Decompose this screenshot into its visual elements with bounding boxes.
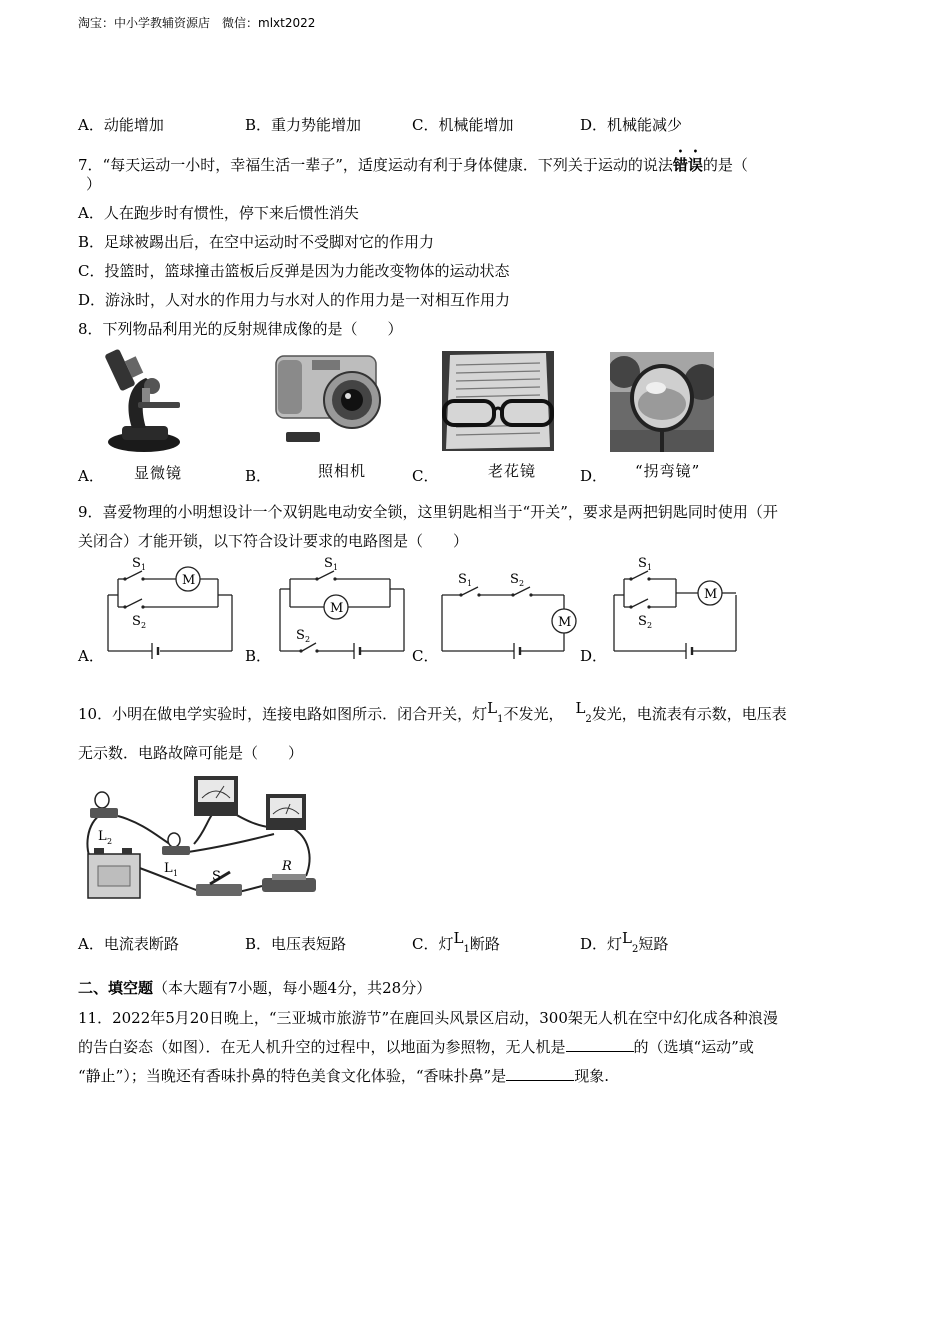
q9-letter-a: A． bbox=[78, 647, 104, 665]
convex-mirror-image bbox=[610, 352, 714, 452]
q10-option-c-post: 断路 bbox=[469, 935, 500, 953]
switch-s-label: S bbox=[212, 869, 221, 884]
circuit-diagram-c bbox=[436, 565, 586, 665]
reading-glasses-image bbox=[442, 351, 554, 451]
q7-stem-line2: ） bbox=[86, 175, 102, 193]
q11-line3-a: “静止”）；当晚还有香味扑鼻的特色美食文化体验，“香味扑鼻”是 bbox=[78, 1067, 507, 1085]
q11-line3 bbox=[78, 1066, 609, 1086]
q10-option-a: A．电流表断路 bbox=[78, 935, 179, 953]
section-2-heading bbox=[78, 978, 431, 998]
q7-option-d: D．游泳时，人对水的作用力与水对人的作用力是一对相互作用力 bbox=[78, 291, 511, 309]
microscope-image bbox=[102, 344, 184, 456]
circuit-diagram-b bbox=[272, 555, 412, 665]
lamp-l1-symbol: L bbox=[453, 929, 464, 947]
q8-caption-d: “拐弯镜” bbox=[635, 462, 701, 480]
q11-line2-b: 的（选填“运动”或 bbox=[633, 1038, 754, 1056]
switch-s2-label: S bbox=[510, 572, 519, 587]
switch-s2-subscript: 2 bbox=[519, 579, 525, 588]
q9-stem-line1: 9．喜爱物理的小明想设计一个双钥匙电动安全锁，这里钥匙相当于“开关”，要求是两把钥匙同时使用（开 bbox=[78, 503, 778, 521]
q7-option-c: C．投篮时，篮球撞击篮板后反弹是因为力能改变物体的运动状态 bbox=[78, 262, 510, 280]
q7-stem-part1: 7．“每天运动一小时，幸福生活一辈子”，适度运动有利于身体健康．下列关于运动的说法 bbox=[78, 156, 673, 174]
switch-s1-label: S bbox=[324, 556, 333, 571]
switch-s1-label: S bbox=[638, 556, 647, 571]
page-header: 淘宝：中小学教辅资源店 微信：mlxt2022 bbox=[78, 16, 316, 30]
q8-letter-c: C． bbox=[412, 467, 439, 485]
lamp-l1-subscript: 1 bbox=[463, 944, 470, 955]
q10-circuit-photo bbox=[78, 766, 324, 908]
q8-letter-d: D． bbox=[580, 467, 608, 485]
q11-line1: 11．2022年5月20日晚上，“三亚城市旅游节”在鹿回头风景区启动，300架无人机在空中幻化成各种浪漫 bbox=[78, 1009, 778, 1027]
q9-stem-line2: 关闭合）才能开锁，以下符合设计要求的电路图是（ ） bbox=[78, 532, 469, 550]
q6-option-b: B．重力势能增加 bbox=[245, 116, 362, 134]
q7-stem-part2: 的是（ bbox=[702, 156, 748, 174]
motor-label: M bbox=[558, 615, 572, 630]
section-2-note: （本大题有7小题，每小题4分，共28分） bbox=[153, 979, 432, 997]
circuit-diagram-a bbox=[100, 555, 240, 665]
q8-caption-c: 老花镜 bbox=[488, 462, 537, 480]
lamp-l1-label: L bbox=[164, 861, 173, 876]
answer-blank-2[interactable] bbox=[506, 1066, 574, 1081]
resistor-r-label: R bbox=[282, 859, 292, 874]
lamp-l2-label-subscript: 2 bbox=[107, 837, 113, 846]
q10-option-d-post: 短路 bbox=[638, 935, 669, 953]
lamp-l1-label-subscript: 1 bbox=[173, 869, 179, 878]
q10-option-d-pre: D．灯 bbox=[580, 935, 623, 953]
lamp-l1-symbol: L bbox=[487, 699, 498, 717]
q7-stem-emphasis: 错误 bbox=[672, 156, 703, 174]
lamp-l2-symbol: L bbox=[622, 929, 632, 947]
q10-stem-a: 10．小明在做电学实验时，连接电路如图所示．闭合开关，灯 bbox=[78, 705, 488, 723]
q7-option-a: A．人在跑步时有惯性，停下来后惯性消失 bbox=[78, 204, 359, 222]
q10-option-c-pre: C．灯 bbox=[412, 935, 454, 953]
section-2-title: 二、填空题 bbox=[78, 979, 154, 997]
q10-option-b: B．电压表短路 bbox=[245, 935, 347, 953]
switch-s2-label: S bbox=[638, 614, 647, 629]
switch-s1-subscript: 1 bbox=[141, 563, 147, 572]
q8-caption-b: 照相机 bbox=[318, 462, 367, 480]
switch-s1-label: S bbox=[132, 556, 141, 571]
motor-label: M bbox=[330, 601, 344, 616]
q7-stem bbox=[78, 146, 748, 175]
motor-label: M bbox=[182, 573, 196, 588]
switch-s2-subscript: 2 bbox=[141, 621, 147, 630]
motor-label: M bbox=[704, 587, 718, 602]
q11-line3-b: 现象. bbox=[574, 1067, 609, 1085]
lamp-l2-symbol: L bbox=[575, 699, 586, 717]
switch-s2-subscript: 2 bbox=[305, 635, 311, 644]
q7-option-b: B．足球被踢出后，在空中运动时不受脚对它的作用力 bbox=[78, 233, 435, 251]
q8-stem: 8．下列物品利用光的反射规律成像的是（ ） bbox=[78, 320, 403, 338]
q9-letter-c: C． bbox=[412, 647, 439, 665]
q6-option-c: C．机械能增加 bbox=[412, 116, 514, 134]
q11-line2-a: 的告白姿态（如图）．在无人机升空的过程中，以地面为参照物，无人机是 bbox=[78, 1038, 566, 1056]
q10-option-c bbox=[412, 928, 500, 960]
switch-s2-label: S bbox=[296, 628, 305, 643]
camera-image bbox=[272, 350, 384, 452]
lamp-l2-subscript: 2 bbox=[632, 944, 639, 955]
q10-stem-c: 发光，电流表有示数，电压表 bbox=[591, 705, 787, 723]
switch-s1-subscript: 1 bbox=[467, 579, 473, 588]
q10-stem-line2: 无示数．电路故障可能是（ ） bbox=[78, 744, 304, 762]
switch-s1-subscript: 1 bbox=[333, 563, 339, 572]
q8-caption-a: 显微镜 bbox=[134, 464, 183, 482]
q9-letter-d: D． bbox=[580, 647, 608, 665]
answer-blank-1[interactable] bbox=[566, 1037, 634, 1052]
switch-s2-subscript: 2 bbox=[647, 621, 653, 630]
lamp-l2-subscript: 2 bbox=[585, 714, 592, 725]
switch-s2-label: S bbox=[132, 614, 141, 629]
lamp-l1-subscript: 1 bbox=[497, 714, 504, 725]
q8-letter-a: A． bbox=[78, 467, 104, 485]
q6-option-a: A．动能增加 bbox=[78, 116, 164, 134]
q10-stem-b: 不发光， bbox=[503, 705, 564, 723]
lamp-l2-label: L bbox=[98, 829, 107, 844]
q10-stem bbox=[78, 698, 787, 730]
q6-option-d: D．机械能减少 bbox=[580, 116, 683, 134]
q8-letter-b: B． bbox=[245, 467, 272, 485]
switch-s1-subscript: 1 bbox=[647, 563, 653, 572]
q10-option-d bbox=[580, 928, 668, 960]
q9-letter-b: B． bbox=[245, 647, 272, 665]
q11-line2 bbox=[78, 1037, 754, 1057]
circuit-diagram-d bbox=[606, 555, 746, 665]
switch-s1-label: S bbox=[458, 572, 467, 587]
